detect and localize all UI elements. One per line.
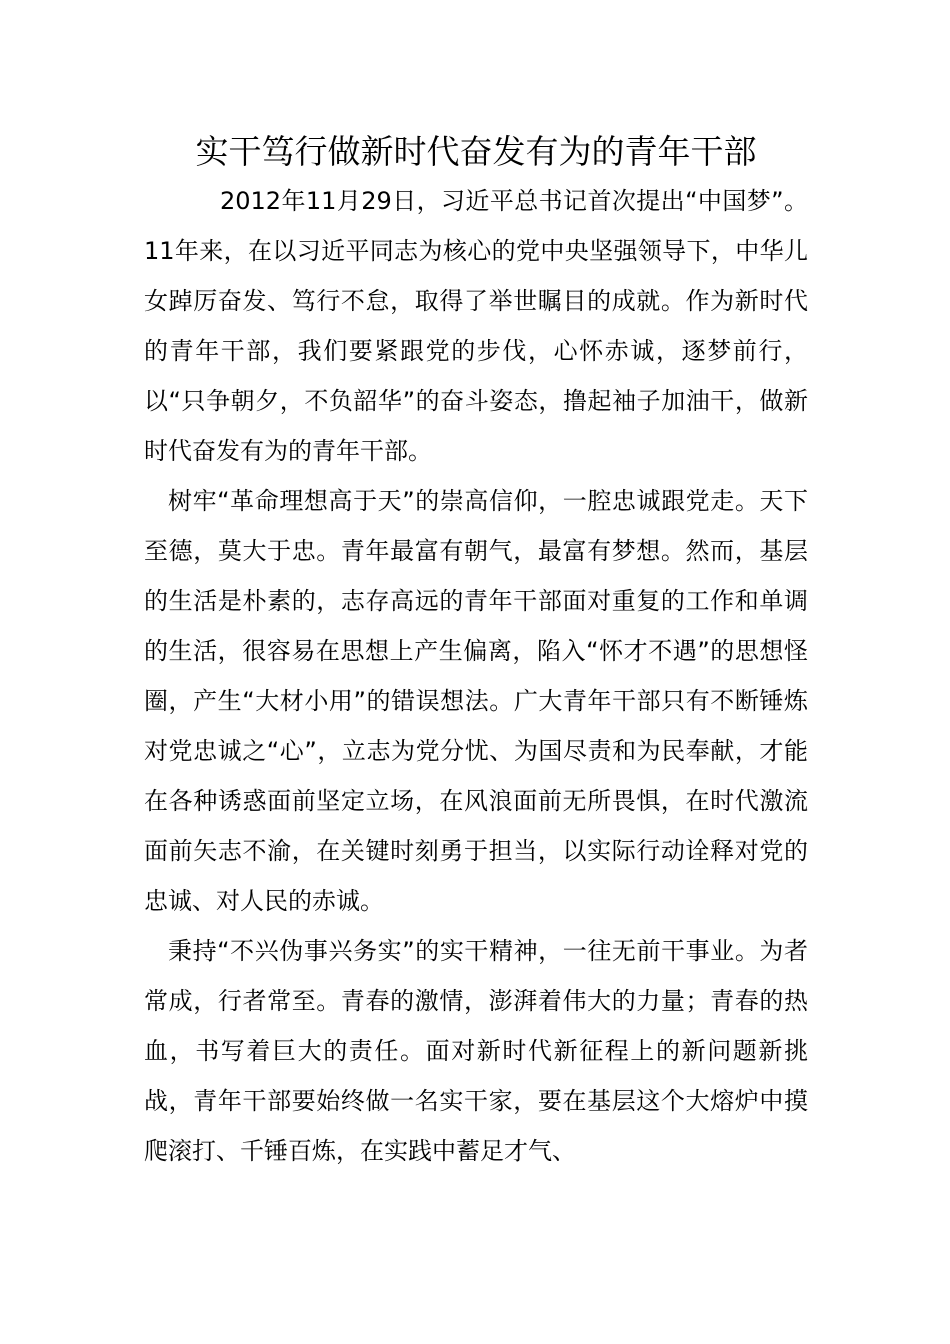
paragraph-loyalty: 树牢“革命理想高于天”的崇高信仰，一腔忠诚跟党走。天下至德，莫大于忠。青年最富有朝气，最富有梦想。然而，基层的生活是朴素的，志存高远的青年干部面对重复的工作和单调的生活，很容易在思想上产生偏离，陷入“怀才不遇”的思想怪圈，产生“大材小用”的错误想法。广大青年干部只有不断锤炼对党忠诚之“心”，立志为党分忧、为国尽责和为民奉献，才能在各种诱惑面前坚定立场，在风浪面前无所畏惧，在时代激流面前矢志不渝，在关键时刻勇于担当，以实际行动诠释对党的忠诚、对人民的赤诚。 — [144, 487, 808, 915]
document-title: 实干笃行做新时代奋发有为的青年干部 — [195, 132, 757, 171]
paragraph-intro: 2012年11月29日，习近平总书记首次提出“中国梦”。11年来，在以习近平同志为核心的党中央坚强领导下，中华儿女踔厉奋发、笃行不怠，取得了举世瞩目的成就。作为新时代的青年干部，我们要紧跟党的步伐，心怀赤诚，逐梦前行，以“只争朝夕，不负韶华”的奋斗姿态，撸起袖子加油干，做新时代奋发有为的青年干部。 — [144, 187, 808, 465]
document-page — [144, 128, 808, 1176]
paragraph-practice: 秉持“不兴伪事兴务实”的实干精神，一往无前干事业。为者常成，行者常至。青春的激情，澎湃着伟大的力量；青春的热血，书写着巨大的责任。面对新时代新征程上的新问题新挑战，青年干部要始终做一名实干家，要在基层这个大熔炉中摸爬滚打、千锤百炼，在实践中蓄足才气、 — [144, 937, 808, 1165]
